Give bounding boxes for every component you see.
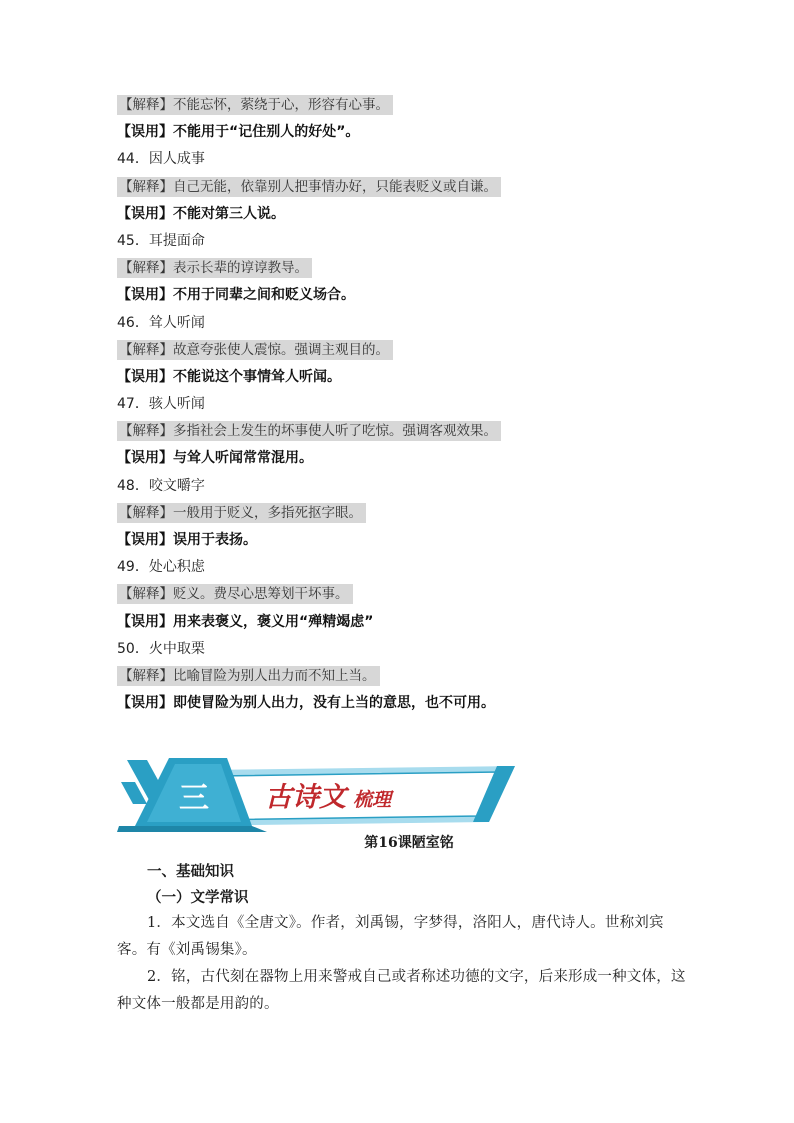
misuse-line: 【误用】不能说这个事情耸人听闻。 <box>117 368 341 385</box>
idiom-list <box>117 92 697 717</box>
misuse-line: 【误用】即使冒险为别人出力，没有上当的意思，也不可用。 <box>117 695 495 712</box>
misuse-line: 【误用】误用于表扬。 <box>117 532 257 548</box>
idiom-heading: 45．耳提面命 <box>117 232 205 249</box>
idiom-heading: 48．咬文嚼字 <box>117 477 205 494</box>
misuse-line: 【误用】与耸人听闻常常混用。 <box>117 450 313 467</box>
lesson-title <box>117 832 697 852</box>
banner-title-sub: 梳理 <box>353 789 392 811</box>
explanation-box: 【解释】一般用于贬义，多指死抠字眼。 <box>117 503 366 523</box>
idiom-heading: 49．处心积虑 <box>117 559 205 576</box>
paragraph: 2．铭，古代刻在器物上用来警戒自己或者称述功德的文字，后来形成一种文体，这种文体一般都是用韵的。 <box>117 969 686 1012</box>
lesson-title-text: 第16课陋室铭 <box>364 835 454 851</box>
idiom-heading: 50．火中取栗 <box>117 640 205 657</box>
explanation-line <box>117 92 697 119</box>
explanation-line <box>117 500 697 527</box>
idiom-heading: 44．因人成事 <box>117 151 205 168</box>
banner-title-main: 古诗文 <box>265 782 346 813</box>
idiom-heading: 46．耸人听闻 <box>117 314 205 331</box>
banner-number: 三 <box>179 781 209 816</box>
paragraph: 1．本文选自《全唐文》。作者，刘禹锡，字梦得，洛阳人，唐代诗人。世称刘宾客。有《刘禹锡集》。 <box>117 915 664 958</box>
misuse-line: 【误用】不用于同辈之间和贬义场合。 <box>117 287 355 304</box>
explanation-box: 【解释】故意夸张使人震惊。强调主观目的。 <box>117 340 393 360</box>
explanation-box: 【解释】多指社会上发生的坏事使人听了吃惊。强调客观效果。 <box>117 421 501 441</box>
misuse-line: 【误用】不能用于“记住别人的好处”。 <box>117 124 360 141</box>
explanation-line <box>117 418 697 445</box>
explanation-box: 【解释】自己无能，依靠别人把事情办好，只能表贬义或自谦。 <box>117 177 501 197</box>
idiom-heading: 47．骇人听闻 <box>117 396 205 413</box>
explanation-line <box>117 174 697 201</box>
misuse-line: 【误用】用来表褒义，褒义用“殚精竭虑” <box>117 613 374 630</box>
explanation-line <box>117 581 697 608</box>
explanation-line <box>117 255 697 282</box>
explanation-box: 【解释】贬义。费尽心思筹划干坏事。 <box>117 584 353 604</box>
explanation-line <box>117 337 697 364</box>
section-heading: 一、基础知识 <box>147 863 234 880</box>
explanation-box: 【解释】不能忘怀，萦绕于心，形容有心事。 <box>117 95 393 115</box>
subsection-heading: （一）文学常识 <box>147 889 249 906</box>
explanation-line <box>117 663 697 690</box>
section-banner <box>117 752 517 832</box>
explanation-box: 【解释】比喻冒险为别人出力而不知上当。 <box>117 666 380 686</box>
misuse-line: 【误用】不能对第三人说。 <box>117 205 285 222</box>
explanation-box: 【解释】表示长辈的谆谆教导。 <box>117 258 312 278</box>
